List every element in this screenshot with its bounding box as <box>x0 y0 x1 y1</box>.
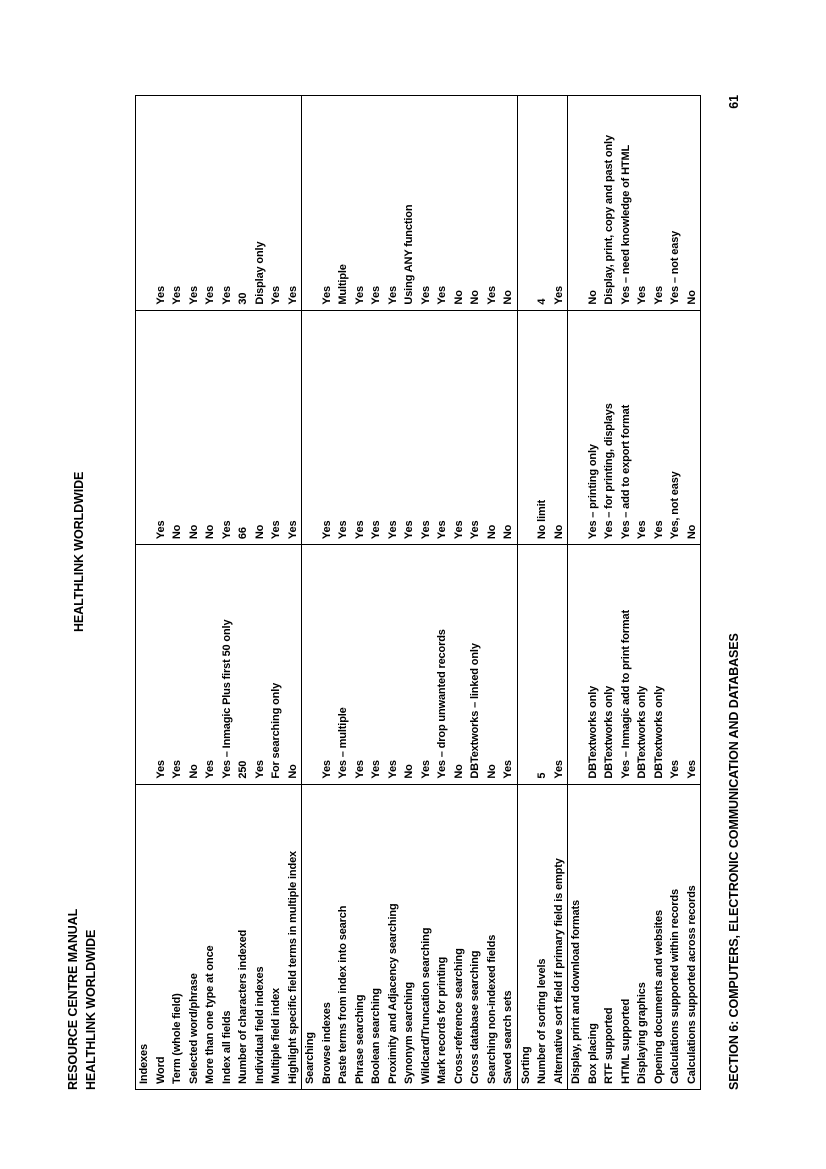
value-cell-col2: Yes <box>467 311 484 546</box>
table-row-feature <box>618 96 635 1089</box>
table-row-feature <box>484 96 501 1089</box>
value-cell-col1 <box>518 545 535 785</box>
row-label-cell: Cross database searching <box>469 950 481 1084</box>
table-row-feature <box>186 96 203 1089</box>
table-row-feature <box>285 96 302 1089</box>
row-label-cell: Mark records for printing <box>436 956 448 1084</box>
row-label-cell: Number of sorting levels <box>536 958 548 1084</box>
value-cell-col3: Yes <box>385 96 402 311</box>
table-section <box>567 96 700 1089</box>
value-cell-col1: 5 <box>534 545 551 785</box>
value-cell-col2: Yes – printing only <box>585 311 602 546</box>
value-cell-col1: Yes <box>684 545 701 785</box>
table-row-feature <box>335 96 352 1089</box>
table-row-section-header <box>136 96 153 1089</box>
value-cell-col1: Yes <box>385 545 402 785</box>
value-cell-col3: Yes – need knowledge of HTML <box>618 96 635 311</box>
value-cell-col3: Yes <box>634 96 651 311</box>
value-cell-col2 <box>302 311 319 546</box>
value-cell-col2: No <box>684 311 701 546</box>
header-manual-title: RESOURCE CENTRE MANUAL <box>66 908 80 1090</box>
table-row-feature <box>467 96 484 1089</box>
value-cell-col2: Yes – add to export format <box>618 311 635 546</box>
table-row-feature <box>551 96 568 1089</box>
table-row-feature <box>434 96 451 1089</box>
row-label-cell: Term (whole field) <box>171 993 183 1084</box>
table-row-feature <box>684 96 701 1089</box>
value-cell-col1: DBTextworks only <box>601 545 618 785</box>
value-cell-col2: 66 <box>235 311 252 546</box>
value-cell-col2: Yes <box>634 311 651 546</box>
table-row-feature <box>585 96 602 1089</box>
value-cell-col2: No <box>252 311 269 546</box>
table-row-feature <box>451 96 468 1089</box>
row-label-cell: Number of characters indexed <box>237 929 249 1084</box>
value-cell-col1: DBTextworks only <box>585 545 602 785</box>
value-cell-col1: No <box>285 545 302 785</box>
value-cell-col3: Yes <box>268 96 285 311</box>
value-cell-col2: Yes, not easy <box>667 311 684 546</box>
value-cell-col1: No <box>451 545 468 785</box>
table-row-feature <box>634 96 651 1089</box>
value-cell-col3: Yes <box>352 96 369 311</box>
row-label-cell: Multiple field index <box>270 987 282 1084</box>
row-label-cell: Highlight specific field terms in multiple index <box>286 850 299 1084</box>
value-cell-col3: Multiple <box>335 96 352 311</box>
header-organisation: HEALTHLINK WORLDWIDE <box>84 929 98 1090</box>
value-cell-col3: No <box>500 96 517 311</box>
table-row-feature <box>153 96 170 1089</box>
row-label-cell: Alternative sort field if primary field is empty <box>552 858 565 1084</box>
table-row-section-header <box>302 96 319 1089</box>
value-cell-col1: No <box>186 545 203 785</box>
value-cell-col1: Yes <box>202 545 219 785</box>
value-cell-col1: Yes <box>352 545 369 785</box>
running-header-left <box>64 909 100 1090</box>
value-cell-col1: Yes <box>252 545 269 785</box>
value-cell-col1: Yes <box>500 545 517 785</box>
value-cell-col2: Yes <box>335 311 352 546</box>
value-cell-col2: No <box>484 311 501 546</box>
value-cell-col2: Yes – for printing, displays <box>601 311 618 546</box>
table-section <box>136 96 301 1089</box>
row-label-cell: Calculations supported across records <box>685 885 698 1084</box>
table-row-feature <box>252 96 269 1089</box>
value-cell-col2: Yes <box>153 311 170 546</box>
value-cell-col1: No <box>401 545 418 785</box>
table-row-feature <box>667 96 684 1089</box>
value-cell-col3 <box>568 96 585 311</box>
value-cell-col3: Yes <box>418 96 435 311</box>
value-cell-col1 <box>568 545 585 785</box>
value-cell-col1: Yes – Inmagic Plus first 50 only <box>219 545 236 785</box>
value-cell-col3: No <box>451 96 468 311</box>
value-cell-col3: Yes <box>219 96 236 311</box>
value-cell-col3: Display, print, copy and past only <box>601 96 618 311</box>
row-label-cell: Cross-reference searching <box>452 948 465 1084</box>
value-cell-col2: Yes <box>268 311 285 546</box>
row-label-cell: Index all fields <box>220 1010 233 1084</box>
value-cell-col3: 30 <box>235 96 252 311</box>
row-label-cell: Wildcard/Truncation searching <box>419 927 432 1084</box>
value-cell-col1: Yes – multiple <box>335 545 352 785</box>
row-label-cell: Proximity and Adjacency searching <box>386 903 399 1084</box>
value-cell-col1: Yes <box>667 545 684 785</box>
value-cell-col3: Yes – not easy <box>667 96 684 311</box>
table-row-feature <box>368 96 385 1089</box>
value-cell-col2: Yes <box>219 311 236 546</box>
value-cell-col1: Yes – drop unwanted records <box>434 545 451 785</box>
row-label-cell: HTML supported <box>619 998 632 1084</box>
value-cell-col3: No <box>585 96 602 311</box>
value-cell-col2: Yes <box>434 311 451 546</box>
value-cell-col1: No <box>484 545 501 785</box>
value-cell-col3: Yes <box>484 96 501 311</box>
value-cell-col1: 250 <box>235 545 252 785</box>
comparison-table <box>135 95 701 1090</box>
value-cell-col3: Yes <box>434 96 451 311</box>
value-cell-col2: Yes <box>451 311 468 546</box>
row-label-cell: Indexes <box>138 1044 150 1084</box>
running-header-center: HEALTHLINK WORLDWIDE <box>72 471 86 632</box>
value-cell-col3 <box>136 96 153 311</box>
value-cell-col2: Yes <box>352 311 369 546</box>
value-cell-col1: For searching only <box>268 545 285 785</box>
value-cell-col3: Yes <box>368 96 385 311</box>
row-label-cell: Calculations supported within records <box>669 889 681 1084</box>
row-label-cell: Displaying graphics <box>636 982 648 1084</box>
value-cell-col3: 4 <box>534 96 551 311</box>
value-cell-col2: Yes <box>368 311 385 546</box>
row-label-cell: Searching non-indexed fields <box>485 934 498 1084</box>
value-cell-col2: Yes <box>285 311 302 546</box>
value-cell-col3: Yes <box>319 96 336 311</box>
row-label-cell: Synonym searching <box>403 982 415 1084</box>
value-cell-col2 <box>518 311 535 546</box>
row-label-cell: Display, print and download formats <box>570 899 582 1084</box>
value-cell-col1 <box>302 545 319 785</box>
value-cell-col3 <box>302 96 319 311</box>
value-cell-col3: Yes <box>285 96 302 311</box>
page-footer <box>727 95 741 1090</box>
table-row-feature <box>219 96 236 1089</box>
value-cell-col3: Yes <box>169 96 186 311</box>
table-row-feature <box>534 96 551 1089</box>
value-cell-col2 <box>568 311 585 546</box>
value-cell-col1: Yes – Inmagic add to print format <box>618 545 635 785</box>
value-cell-col1: Yes <box>368 545 385 785</box>
value-cell-col3 <box>518 96 535 311</box>
row-label-cell: Sorting <box>519 1046 532 1084</box>
value-cell-col2: Yes <box>401 311 418 546</box>
value-cell-col2: Yes <box>651 311 668 546</box>
value-cell-col1: Yes <box>169 545 186 785</box>
row-label-cell: Boolean searching <box>370 988 382 1084</box>
table-row-feature <box>401 96 418 1089</box>
value-cell-col2: No <box>186 311 203 546</box>
value-cell-col1: DBTextworks – linked only <box>467 545 484 785</box>
value-cell-col3: No <box>467 96 484 311</box>
table-section <box>517 96 568 1089</box>
table-section <box>301 96 517 1089</box>
value-cell-col1: Yes <box>319 545 336 785</box>
value-cell-col3: Yes <box>651 96 668 311</box>
value-cell-col3: Yes <box>551 96 568 311</box>
table-row-feature <box>268 96 285 1089</box>
table-row-section-header <box>518 96 535 1089</box>
value-cell-col2: No limit <box>534 311 551 546</box>
value-cell-col2: Yes <box>319 311 336 546</box>
value-cell-col1: DBTextworks only <box>634 545 651 785</box>
page-number: 61 <box>727 95 741 109</box>
table-row-feature <box>319 96 336 1089</box>
value-cell-col3: Yes <box>153 96 170 311</box>
row-label-cell: Box placing <box>586 1023 599 1084</box>
value-cell-col3: No <box>684 96 701 311</box>
value-cell-col2: Yes <box>385 311 402 546</box>
row-label-cell: Individual field indexes <box>253 966 266 1084</box>
value-cell-col3: Yes <box>202 96 219 311</box>
row-label-cell: Saved search sets <box>502 990 514 1084</box>
row-label-cell: RTF supported <box>603 1007 615 1084</box>
table-row-feature <box>601 96 618 1089</box>
table-row-section-header <box>568 96 585 1089</box>
value-cell-col2: No <box>500 311 517 546</box>
footer-section-title: SECTION 6: COMPUTERS, ELECTRONIC COMMUNICATION AND DATABASES <box>727 633 741 1090</box>
table-row-feature <box>418 96 435 1089</box>
value-cell-col1: Yes <box>153 545 170 785</box>
table-row-feature <box>169 96 186 1089</box>
table-row-feature <box>651 96 668 1089</box>
row-label-cell: Browse indexes <box>320 1002 333 1084</box>
value-cell-col1: Yes <box>551 545 568 785</box>
value-cell-col3: Yes <box>186 96 203 311</box>
table-row-feature <box>385 96 402 1089</box>
value-cell-col2: No <box>169 311 186 546</box>
value-cell-col3: Display only <box>252 96 269 311</box>
row-label-cell: Phrase searching <box>353 994 366 1084</box>
value-cell-col3: Using ANY function <box>401 96 418 311</box>
value-cell-col1 <box>136 545 153 785</box>
value-cell-col2: No <box>202 311 219 546</box>
value-cell-col2: Yes <box>418 311 435 546</box>
table-row-feature <box>202 96 219 1089</box>
table-row-feature <box>235 96 252 1089</box>
row-label-cell: Paste terms from index into search <box>337 905 349 1084</box>
row-label-cell: Searching <box>304 1032 316 1084</box>
table-row-feature <box>500 96 517 1089</box>
row-label-cell: More than one type at once <box>204 945 216 1084</box>
row-label-cell: Word <box>154 1056 167 1084</box>
value-cell-col2 <box>136 311 153 546</box>
value-cell-col1: Yes <box>418 545 435 785</box>
table-row-feature <box>352 96 369 1089</box>
row-label-cell: Opening documents and websites <box>652 910 665 1084</box>
value-cell-col2: No <box>551 311 568 546</box>
value-cell-col1: DBTextworks only <box>651 545 668 785</box>
row-label-cell: Selected word/phrase <box>187 973 200 1084</box>
